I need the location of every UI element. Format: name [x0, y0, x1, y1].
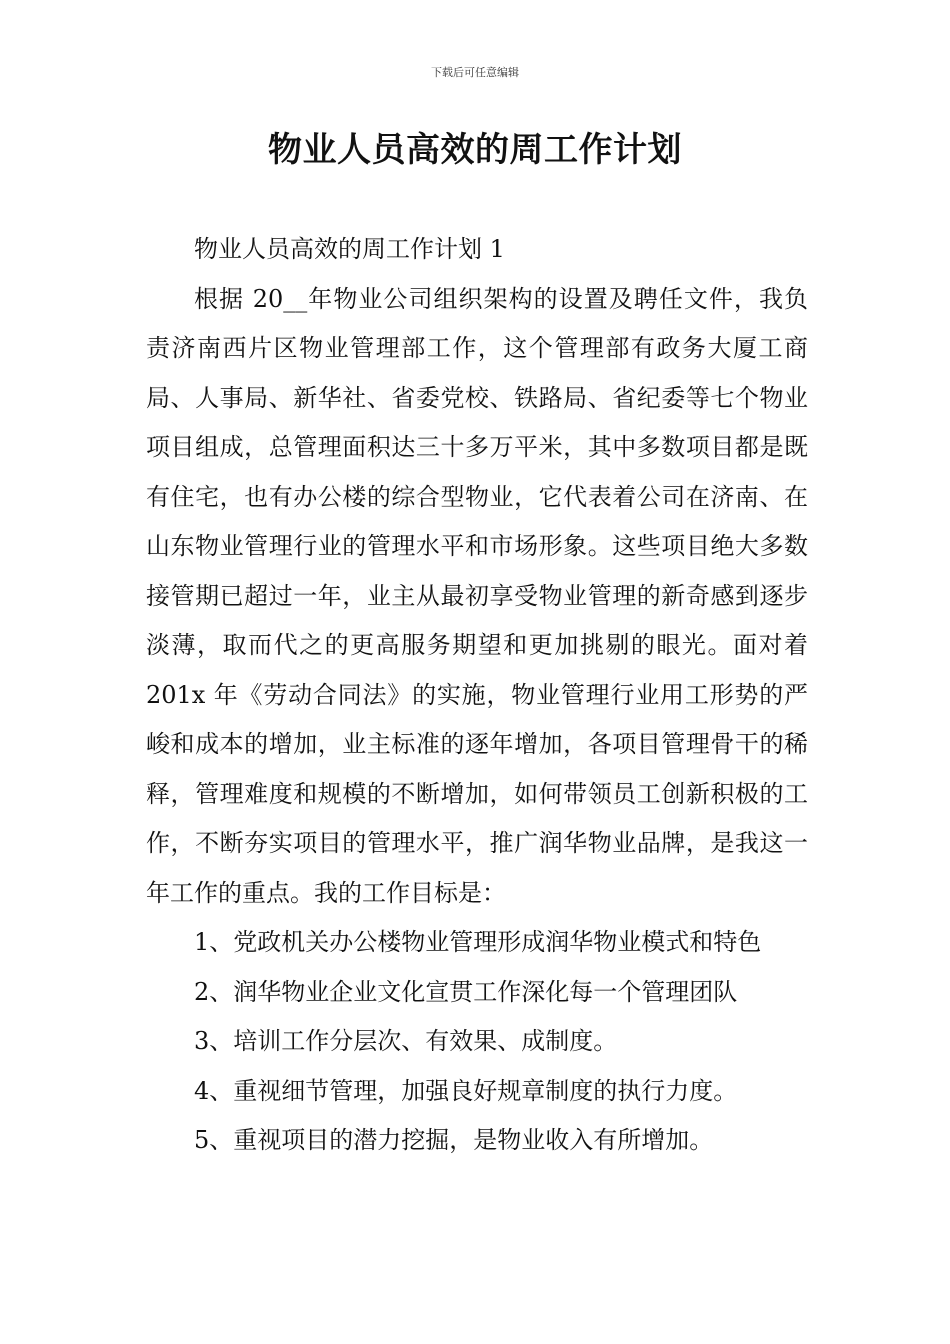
document-body [146, 225, 808, 1166]
goal-item-1: 1、党政机关办公楼物业管理形成润华物业模式和特色 [194, 928, 762, 956]
goal-item-2: 2、润华物业企业文化宣贯工作深化每一个管理团队 [194, 977, 738, 1006]
goal-item-5: 5、重视项目的潜力挖掘，是物业收入有所增加。 [194, 1126, 714, 1154]
header-note: 下载后可任意编辑 [431, 66, 519, 79]
section-subtitle: 物业人员高效的周工作计划 1 [194, 235, 505, 263]
document-title: 物业人员高效的周工作计划 [268, 130, 682, 170]
goal-item-4: 4、重视细节管理，加强良好规章制度的执行力度。 [194, 1076, 738, 1105]
goal-item-3: 3、培训工作分层次、有效果、成制度。 [194, 1027, 618, 1055]
body-paragraph: 根据 20__年物业公司组织架构的设置及聘任文件，我负责济南西片区物业管理部工作，这个管理部有政务大厦工商局、人事局、新华社、省委党校、铁路局、省纪委等七个物业项目组成，总管理面积达三十多万平米，其中多数项目都是既有住宅，也有办公楼的综合型物业，它代表着公司在济南、在山东物业管理行业的管理水平和市场形象。这些项目绝大多数接管期已超过一年，业主从最初享受物业管理的新奇感到逐步淡薄，取而代之的更高服务期望和更加挑剔的眼光。面对着 201x 年《劳动合同法》的实施，物业管理行业用工形势的严峻和成本的增加，业主标准的逐年增加，各项目管理骨干的稀释，管理难度和规模的不断增加，如何带领员工创新积极的工作，不断夯实项目的管理水平，推广润华物业品牌，是我这一年工作的重点。我的工作目标是： [146, 284, 808, 907]
